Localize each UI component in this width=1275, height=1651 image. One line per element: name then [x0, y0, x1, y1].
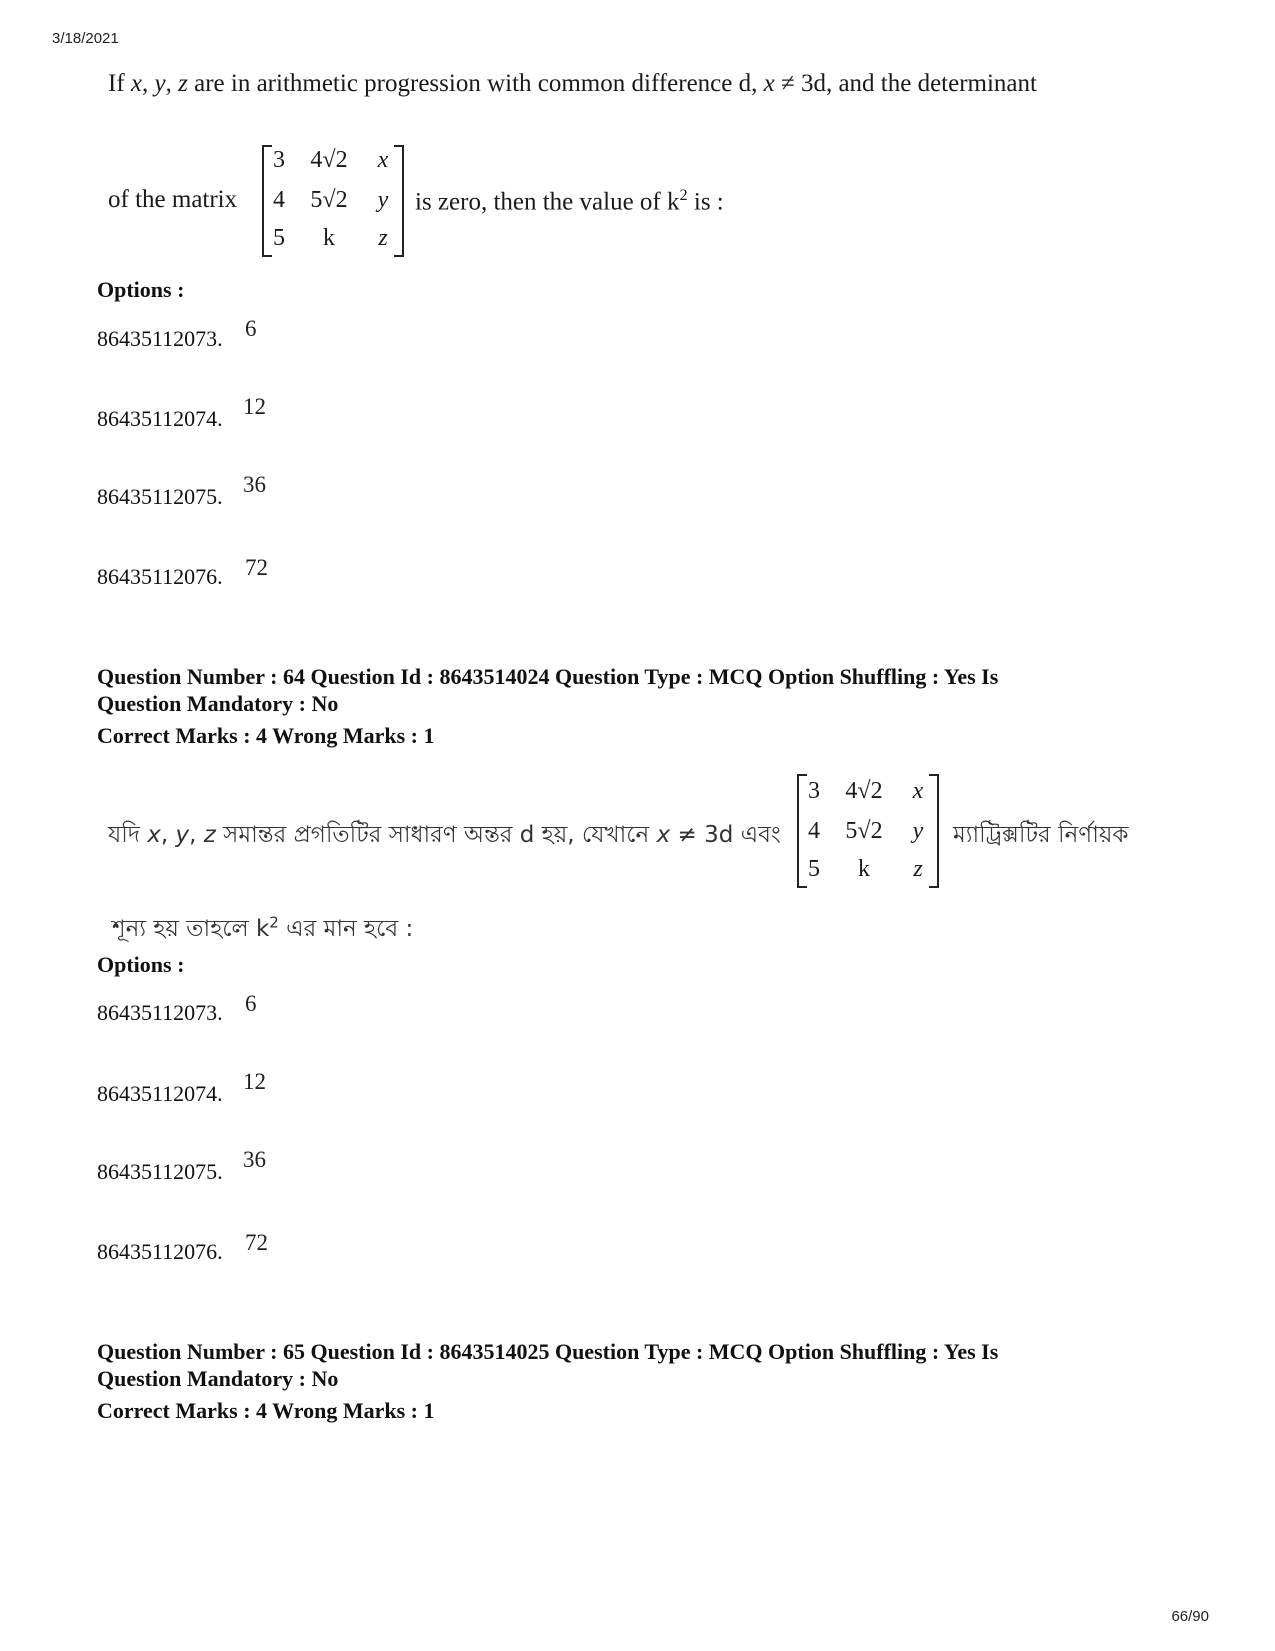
- question-text-matrix-suffix: is zero, then the value of $k^2$ is :: [415, 186, 724, 216]
- option-id: 86435112073.: [97, 1000, 223, 1025]
- matrix-cell: 4: [808, 818, 820, 844]
- option-value: 12: [243, 394, 266, 419]
- option-id: 86435112074.: [97, 1081, 223, 1106]
- option-value: 36: [243, 1147, 266, 1172]
- matrix-cell: 5: [273, 225, 285, 251]
- matrix-cell: z: [378, 225, 388, 251]
- question-mandatory: Question Mandatory : No: [97, 1366, 339, 1391]
- matrix-cell: z: [913, 856, 923, 882]
- matrix-cell: x: [377, 147, 389, 173]
- option-value: 6: [245, 991, 257, 1016]
- option-value: 6: [245, 316, 257, 341]
- matrix-cell: 5√2: [310, 187, 348, 213]
- matrix-cell: 5√2: [845, 818, 883, 844]
- option-id: 86435112075.: [97, 484, 223, 509]
- matrix-cell: x: [912, 778, 924, 804]
- option-value: 36: [243, 472, 266, 497]
- matrix: [797, 774, 939, 888]
- option-value: 12: [243, 1069, 266, 1094]
- matrix-cell: y: [912, 818, 924, 844]
- question-header: Question Number : 64 Question Id : 8643514024 Question Type : MCQ Option Shuffling : Yes Is: [97, 664, 999, 689]
- question-text-bengali-line1: যদি x, y, z সমান্তর প্রগতিটির সাধারণ অন্তর d হয়, যেখানে x ≠ 3d এবং: [108, 822, 781, 848]
- matrix-cell: 5: [808, 856, 820, 882]
- matrix: [262, 145, 404, 257]
- option-value: 72: [245, 1230, 268, 1255]
- option-id: 86435112074.: [97, 406, 223, 431]
- option-id: 86435112073.: [97, 326, 223, 351]
- option-id: 86435112076.: [97, 1239, 223, 1264]
- matrix-cell: 3: [273, 147, 285, 173]
- question-text-line1: If x, y, z are in arithmetic progression with common difference d, x ≠ 3d, and the determinant: [108, 70, 1037, 97]
- matrix-cell: 3: [808, 778, 820, 804]
- matrix-cell: 4√2: [845, 778, 883, 804]
- question-marks: Correct Marks : 4 Wrong Marks : 1: [97, 723, 435, 748]
- option-id: 86435112076.: [97, 564, 223, 589]
- option-id: 86435112075.: [97, 1159, 223, 1184]
- question-text-bengali-line2: শূন্য হয় তাহলে $k^2$ এর মান হবে :: [112, 913, 414, 942]
- question-marks: Correct Marks : 4 Wrong Marks : 1: [97, 1398, 435, 1423]
- matrix-cell: k: [323, 225, 335, 251]
- matrix-cell: y: [377, 187, 389, 213]
- matrix-cell: 4: [273, 187, 285, 213]
- question-text-bengali-suffix: ম্যাট্রিক্সটির নির্ণায়ক: [953, 822, 1129, 848]
- page-number: 66/90: [1171, 1608, 1209, 1625]
- options-label: Options :: [97, 952, 185, 977]
- options-label: Options :: [97, 277, 185, 302]
- matrix-cell: k: [858, 856, 870, 882]
- matrix-cell: 4√2: [310, 147, 348, 173]
- question-text-matrix-prefix: of the matrix: [108, 186, 238, 213]
- question-mandatory: Question Mandatory : No: [97, 691, 339, 716]
- question-header: Question Number : 65 Question Id : 8643514025 Question Type : MCQ Option Shuffling : Yes Is: [97, 1339, 999, 1364]
- print-date: 3/18/2021: [52, 30, 119, 47]
- option-value: 72: [245, 555, 268, 580]
